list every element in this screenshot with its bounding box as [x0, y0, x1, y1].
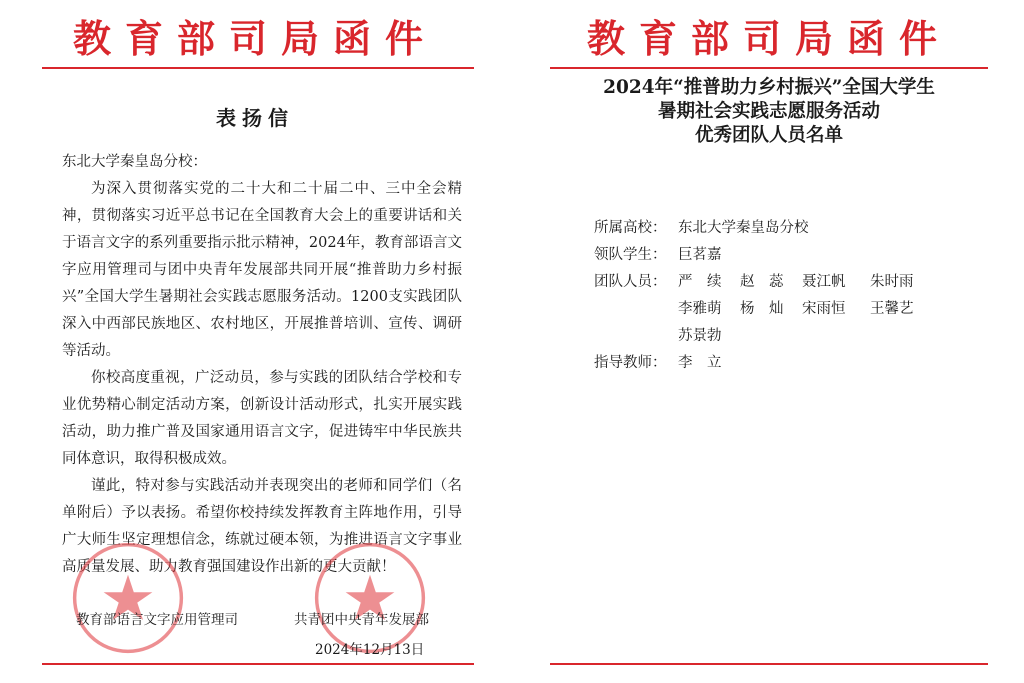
school-label: 所属高校：: [594, 220, 667, 236]
letterhead: 教育部司局函件: [586, 16, 951, 61]
member-name: 赵 蕊: [740, 274, 784, 290]
member-name: 宋雨恒: [802, 301, 846, 317]
letterhead-rule: [550, 67, 988, 69]
letter-body: [62, 176, 462, 581]
team-roster: [594, 215, 994, 377]
member-name: 严 续: [678, 274, 722, 290]
advisor-row: [594, 350, 994, 377]
letterhead-rule: [42, 67, 474, 69]
member-name: 李雅萌: [678, 301, 722, 317]
school-value: 东北大学秦皇岛分校: [678, 220, 809, 236]
footer-rule: [42, 663, 474, 665]
member-name: 朱时雨: [870, 274, 914, 290]
leader-value: 巨茗嘉: [678, 247, 722, 263]
body-paragraph: 你校高度重视，广泛动员，参与实践的团队结合学校和专业优势精心制定活动方案，创新设计活动形式，扎实开展实践活动，助力推广普及国家通用语言文字，促进铸牢中华民族共同体意识，取得积极成效。: [62, 370, 462, 467]
leader-row: [594, 242, 994, 269]
member-name: 苏景勃: [678, 328, 722, 344]
official-seal-icon: [70, 540, 186, 656]
members-row: [594, 269, 994, 350]
member-name: 聂江帆: [802, 274, 846, 290]
signer-left: 教育部语言文字应用管理司: [76, 612, 238, 628]
letter-title: 表扬信: [216, 106, 294, 130]
body-paragraph: 为深入贯彻落实党的二十大和二十届二中、三中全会精神，贯彻落实习近平总书记在全国教育大会上的重要讲话和关于语言文字的系列重要指示批示精神，2024年，教育部语言文字应用管理司与团中央青年发展部共同开展“推普助力乡村振兴”全国大学生暑期社会实践志愿服务活动。1200支实践团队深入中西部民族地区、农村地区，开展推普培训、宣传、调研等活动。: [62, 181, 462, 359]
footer-rule: [550, 663, 988, 665]
school-row: [594, 215, 994, 242]
list-title-line: 优秀团队人员名单: [694, 125, 843, 146]
list-title: [514, 76, 1024, 148]
members-label: 团队人员：: [594, 274, 667, 290]
members-list: [678, 269, 994, 350]
advisor-label: 指导教师：: [594, 355, 667, 371]
leader-label: 领队学生：: [594, 247, 667, 263]
signer-right: 共青团中央青年发展部: [294, 612, 429, 628]
list-title-line: 2024年“推普助力乡村振兴”全国大学生: [603, 77, 935, 98]
advisor-value: 李 立: [678, 355, 722, 371]
commendation-letter-page: [0, 0, 510, 683]
list-title-line: 暑期社会实践志愿服务活动: [657, 101, 880, 122]
letter-date: 2024年12月13日: [315, 642, 425, 658]
team-list-page: [514, 0, 1024, 683]
body-paragraph: 谨此，特对参与实践活动并表现突出的老师和同学们（名单附后）予以表扬。希望你校持续发挥教育主阵地作用，引导广大师生坚定理想信念，练就过硬本领，为推进语言文字事业高质量发展、助力教育强国建设作出新的更大贡献！: [62, 478, 462, 575]
member-name: 杨 灿: [740, 301, 784, 317]
letterhead: 教育部司局函件: [72, 16, 437, 61]
salutation: 东北大学秦皇岛分校：: [62, 154, 207, 170]
member-name: 王馨艺: [870, 301, 914, 317]
